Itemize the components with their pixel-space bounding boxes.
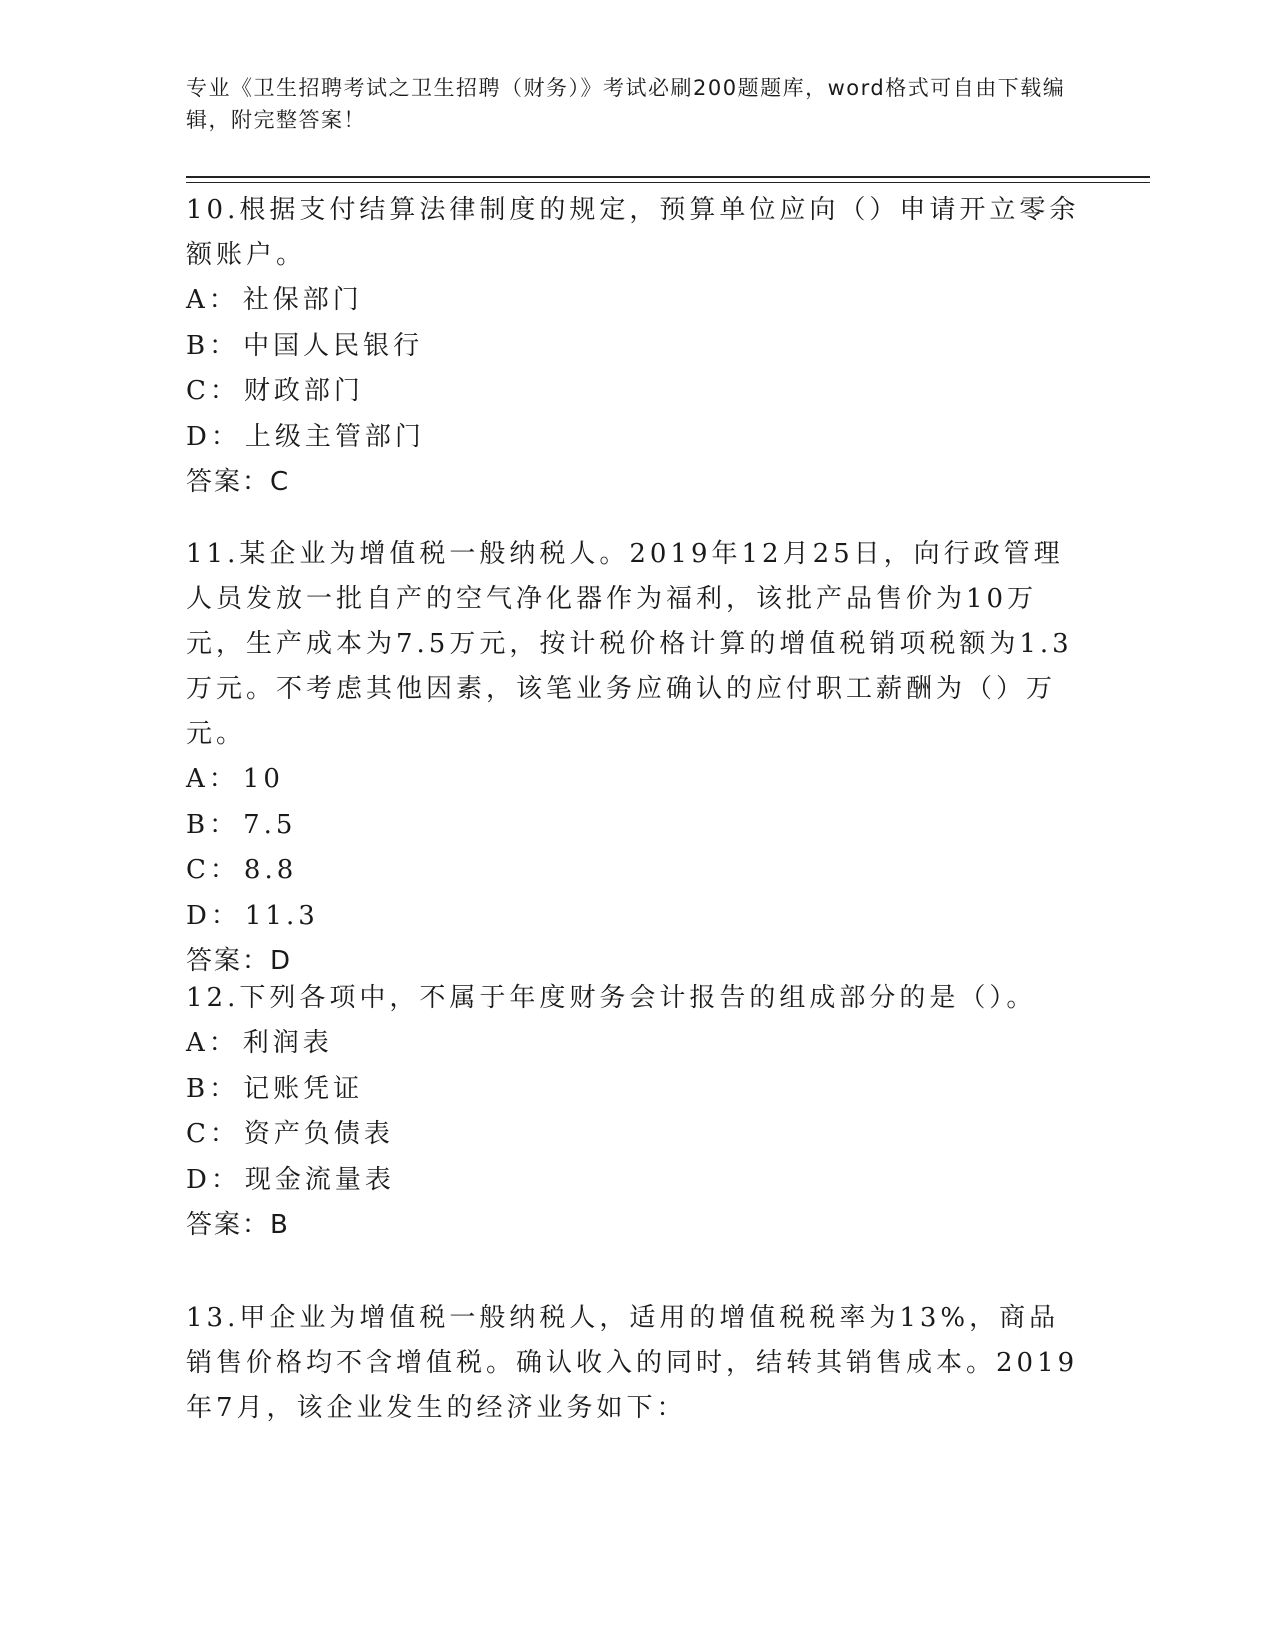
option-c [186,848,1086,894]
option-letter: B： [186,330,240,361]
option-text: 7.5 [243,809,297,840]
option-d [186,415,1086,461]
option-d [186,894,1086,940]
option-b [186,803,1086,849]
option-a [186,1021,1086,1067]
option-letter: C： [186,376,240,406]
option-letter: C： [186,1119,240,1149]
question-stem: 10.根据支付结算法律制度的规定，预算单位应向（）申请开立零余额账户。 [186,195,1080,270]
option-text: 10 [242,764,284,794]
question-stem: 11.某企业为增值税一般纳税人。2019年12月25日，向行政管理人员发放一批自产的空气净化器作为福利，该批产品售价为10万元，生产成本为7.5万元，按计税价格计算的增值税销项税额为1.3万元。不考虑其他因素，该笔业务应确认的应付职工薪酬为（）万元。 [186,539,1073,749]
option-a [186,278,1086,324]
question-10 [186,188,1086,506]
question-stem: 12.下列各项中，不属于年度财务会计报告的组成部分的是（）。 [186,983,1037,1013]
question-12 [186,976,1086,1249]
option-letter: A： [186,1028,239,1058]
header-divider-thick [186,176,1150,178]
option-text: 财政部门 [243,376,364,406]
option-text: 11.3 [244,900,319,931]
option-text: 利润表 [242,1028,333,1058]
option-c [186,1112,1086,1158]
option-text: 记账凭证 [243,1073,364,1104]
option-letter: D： [186,421,241,452]
option-letter: D： [186,900,241,931]
answer: 答案：D [186,946,293,976]
option-text: 8.8 [243,855,298,885]
option-letter: B： [186,809,240,840]
option-letter: A： [186,285,239,315]
option-letter: D： [186,1164,241,1195]
option-letter: C： [186,855,240,885]
option-b [186,1067,1086,1113]
option-b [186,324,1086,370]
option-letter: A： [186,764,239,794]
option-c [186,369,1086,415]
option-text: 上级主管部门 [244,421,425,452]
option-letter: B： [186,1073,240,1104]
answer: 答案：B [186,1210,290,1240]
option-text: 现金流量表 [244,1164,395,1195]
question-stem: 13.甲企业为增值税一般纳税人，适用的增值税税率为13%，商品销售价格均不含增值税。确认收入的同时，结转其销售成本。2019年7月，该企业发生的经济业务如下： [186,1303,1079,1423]
option-a [186,757,1086,803]
question-11 [186,532,1086,985]
document-header: 专业《卫生招聘考试之卫生招聘（财务）》考试必刷200题题库，word格式可自由下载编辑，附完整答案！ [186,76,1066,132]
header-divider-thin [186,182,1150,183]
option-text: 社保部门 [242,285,363,315]
option-text: 资产负债表 [243,1119,394,1149]
option-text: 中国人民银行 [243,330,424,361]
question-13 [186,1296,1086,1431]
option-d [186,1158,1086,1204]
answer: 答案：C [186,467,291,497]
